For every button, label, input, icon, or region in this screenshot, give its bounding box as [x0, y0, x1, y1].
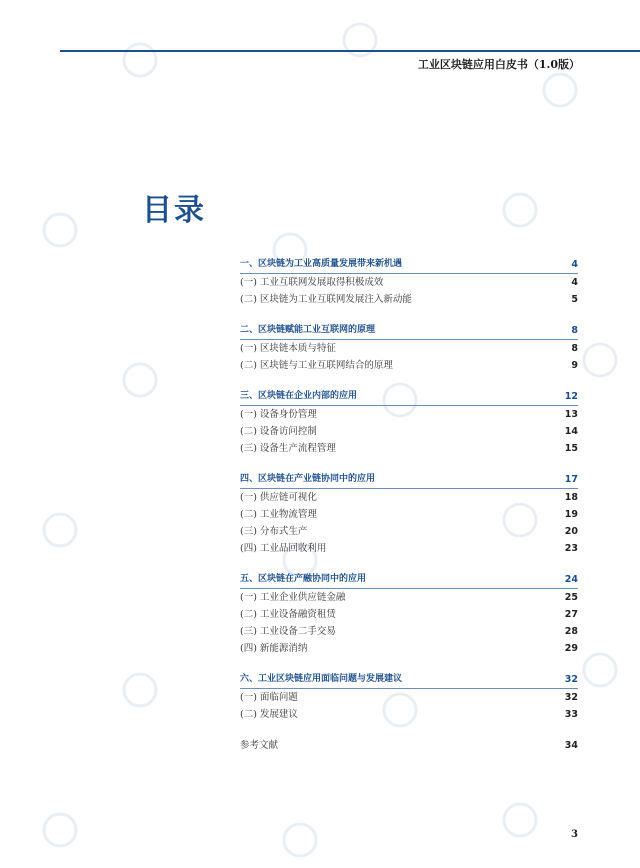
toc-entry-title: 五、区块链在产融协同中的应用 [240, 574, 367, 584]
toc-subsection-entry[interactable] [240, 440, 578, 457]
toc-section [240, 322, 578, 374]
toc-subsection-entry[interactable] [240, 706, 578, 723]
toc-entry-title: (三) 分布式生产 [240, 526, 308, 537]
toc-entry-page: 28 [564, 626, 578, 637]
toc-entry-page: 14 [564, 426, 578, 437]
toc-subsection-entry[interactable] [240, 523, 578, 540]
toc-subsection-entry[interactable] [240, 489, 578, 506]
toc-entry-page: 8 [571, 325, 578, 336]
toc-entry-title: (一) 工业互联网发展取得积极成效 [240, 277, 384, 288]
toc-chapter-entry[interactable] [240, 256, 578, 274]
toc-entry-page: 4 [571, 277, 578, 288]
toc-entry-page: 20 [564, 526, 578, 537]
toc-heading: 目录 [142, 193, 206, 228]
toc-subsection-entry[interactable] [240, 640, 578, 657]
toc-entry-page: 12 [564, 391, 578, 402]
toc-entry-page: 29 [564, 643, 578, 654]
toc-entry-title: 参考文献 [240, 740, 279, 751]
toc-entry-title: (二) 设备访问控制 [240, 426, 317, 437]
toc-chapter-entry[interactable] [240, 322, 578, 340]
toc-section [240, 388, 578, 457]
toc-section [240, 571, 578, 657]
toc-entry-page: 23 [564, 543, 578, 554]
toc-entry-title: 二、区块链赋能工业互联网的原理 [240, 325, 376, 335]
toc-subsection-entry[interactable] [240, 606, 578, 623]
toc-subsection-entry[interactable] [240, 406, 578, 423]
toc-entry-title: 一、区块链为工业高质量发展带来新机遇 [240, 259, 403, 269]
toc-chapter-entry[interactable] [240, 388, 578, 406]
toc-entry-page: 34 [564, 740, 578, 751]
toc-entry-page: 25 [564, 592, 578, 603]
toc-chapter-entry[interactable] [240, 571, 578, 589]
toc-entry-title: (四) 新能源消纳 [240, 643, 308, 654]
header-rule [60, 50, 640, 52]
toc-entry-title: (四) 工业品回收利用 [240, 543, 327, 554]
toc-subsection-entry[interactable] [240, 589, 578, 606]
toc-entry-page: 32 [564, 674, 578, 685]
toc-entry-page: 32 [564, 692, 578, 703]
toc-entry-title: 六、工业区块链应用面临问题与发展建议 [240, 674, 403, 684]
toc-entry-page: 19 [564, 509, 578, 520]
toc-entry-title: (二) 工业物流管理 [240, 509, 317, 520]
toc-chapter-entry[interactable] [240, 671, 578, 689]
toc-entry-title: (二) 发展建议 [240, 709, 298, 720]
toc-subsection-entry[interactable] [240, 423, 578, 440]
toc-entry-page: 9 [571, 360, 578, 371]
toc-subsection-entry[interactable] [240, 340, 578, 357]
toc-chapter-entry[interactable] [240, 471, 578, 489]
toc-section [240, 671, 578, 723]
toc-entry-page: 24 [564, 574, 578, 585]
toc-entry-title: (二) 区块链与工业互联网结合的原理 [240, 360, 393, 371]
toc-entry-title: (一) 区块链本质与特征 [240, 343, 336, 354]
toc-entry-title: 三、区块链在企业内部的应用 [240, 391, 358, 401]
toc-subsection-entry[interactable] [240, 274, 578, 291]
toc-subsection-entry[interactable] [240, 357, 578, 374]
page-number: 3 [571, 829, 578, 840]
toc-entry-title: (二) 工业设备融资租赁 [240, 609, 336, 620]
toc-subsection-entry[interactable] [240, 689, 578, 706]
toc-section [240, 471, 578, 557]
toc-entry-title: 四、区块链在产业链协同中的应用 [240, 474, 376, 484]
toc-references-entry[interactable] [240, 737, 578, 754]
toc-entry-title: (一) 面临问题 [240, 692, 298, 703]
toc-subsection-entry[interactable] [240, 291, 578, 308]
toc-subsection-entry[interactable] [240, 623, 578, 640]
toc-entry-page: 13 [564, 409, 578, 420]
toc-entry-page: 27 [564, 609, 578, 620]
toc-section [240, 256, 578, 308]
toc-entry-title: (一) 设备身份管理 [240, 409, 317, 420]
toc-entry-title: (二) 区块链为工业互联网发展注入新动能 [240, 294, 412, 305]
toc-subsection-entry[interactable] [240, 506, 578, 523]
toc-entry-title: (一) 工业企业供应链金融 [240, 592, 346, 603]
toc-entry-page: 4 [571, 259, 578, 270]
toc-entry-page: 15 [564, 443, 578, 454]
toc-entry-page: 17 [564, 474, 578, 485]
toc-entry-page: 8 [571, 343, 578, 354]
table-of-contents [240, 256, 578, 754]
toc-entry-title: (三) 工业设备二手交易 [240, 626, 336, 637]
toc-entry-page: 18 [564, 492, 578, 503]
toc-entry-page: 33 [564, 709, 578, 720]
toc-entry-page: 5 [571, 294, 578, 305]
document-title: 工业区块链应用白皮书（1.0版） [417, 58, 580, 71]
toc-subsection-entry[interactable] [240, 540, 578, 557]
toc-entry-title: (一) 供应链可视化 [240, 492, 317, 503]
toc-entry-title: (三) 设备生产流程管理 [240, 443, 336, 454]
